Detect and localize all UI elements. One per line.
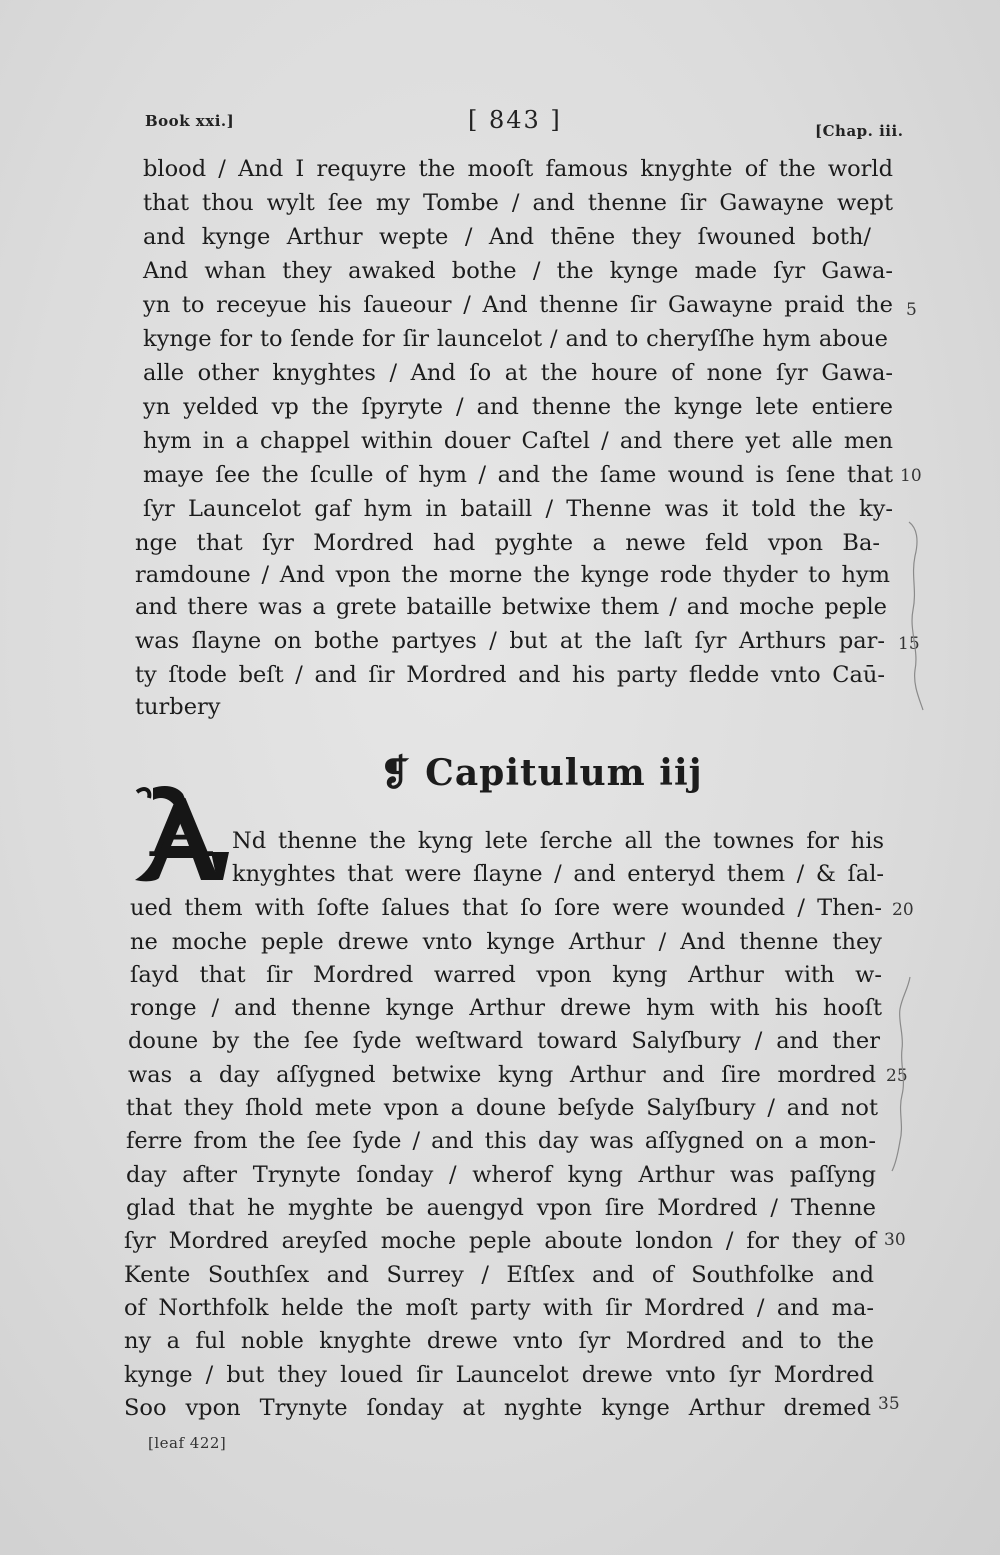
line-number: 15: [898, 634, 920, 654]
line-number: 35: [878, 1394, 900, 1414]
text-line: and there was a grete bataille betwixe them / and moche peple: [135, 594, 887, 620]
text-line: hym in a chappel within douer Caſtel / and there yet alle men: [143, 428, 893, 454]
running-head-book: Book xxi.]: [145, 112, 235, 130]
text-line: turbery: [135, 694, 221, 720]
line-number: 10: [900, 466, 922, 486]
text-line: And whan they awaked bothe / the kynge made ſyr Gawa-: [143, 258, 893, 284]
text-line: Nd thenne the kyng lete ſerche all the townes for his: [232, 828, 884, 854]
text-line: doune by the ſee ſyde weſtward toward Salyſbury / and ther: [128, 1028, 880, 1054]
pilcrow-mark: ❡: [380, 752, 412, 794]
text-line: ued them with ſofte ſalues that ſo ſore were wounded / Then-: [130, 895, 882, 921]
text-line: ronge / and thenne kynge Arthur drewe hym with his hooſt: [130, 995, 882, 1021]
pencil-bracket-mark: [895, 520, 935, 720]
text-line: Soo vpon Trynyte ſonday at nyghte kynge Arthur dremed: [124, 1395, 871, 1421]
line-number: 5: [906, 300, 917, 320]
drop-cap: [131, 782, 231, 886]
chapter-title: Capitulum iij: [425, 752, 703, 794]
line-number: 20: [892, 900, 914, 920]
text-line: yn to receyue his ſaueour / And thenne ſir Gawayne praid the: [143, 292, 893, 318]
text-line: Kente Southſex and Surrey / Eſtſex and of Southfolke and: [124, 1262, 874, 1288]
text-line: that they ſhold mete vpon a doune beſyde Salyſbury / and not: [126, 1095, 878, 1121]
text-line: ſyr Launcelot gaf hym in bataill / Thenne was it told the ky-: [143, 496, 893, 522]
text-line: that thou wylt ſee my Tombe / and thenne ſir Gawayne wept: [143, 190, 893, 216]
text-line: maye ſee the ſculle of hym / and the ſame wound is ſene that: [143, 462, 893, 488]
text-line: blood / And I requyre the mooſt famous knyghte of the world: [143, 156, 893, 182]
text-line: of Northfolk helde the moſt party with ſir Mordred / and ma-: [124, 1295, 874, 1321]
text-line: glad that he myghte be auengyd vpon ſire Mordred / Thenne: [126, 1195, 876, 1221]
page-number: [ 843 ]: [468, 106, 562, 134]
line-number: 25: [886, 1066, 908, 1086]
text-line: nge that ſyr Mordred had pyghte a newe feld vpon Ba-: [135, 530, 880, 556]
drop-cap-letter: A: [149, 782, 213, 875]
text-line: ſyr Mordred areyſed moche peple aboute london / for they of: [124, 1228, 876, 1254]
text-line: ſayd that ſir Mordred warred vpon kyng Arthur with w-: [130, 962, 882, 988]
text-line: day after Trynyte ſonday / wherof kyng Arthur was paſſyng: [126, 1162, 876, 1188]
text-line: knyghtes that were ſlayne / and enteryd them / & ſal-: [232, 861, 884, 887]
leaf-signature: [leaf 422]: [148, 1434, 227, 1452]
text-line: ne moche peple drewe vnto kynge Arthur / And thenne they: [130, 929, 882, 955]
chapter-heading: [380, 752, 703, 794]
text-line: kynge for to ſende for ſir launcelot / and to cheryſſhe hym aboue: [143, 326, 888, 352]
line-number: 30: [884, 1230, 906, 1250]
text-line: ferre from the ſee ſyde / and this day was aſſygned on a mon-: [126, 1128, 876, 1154]
text-line: yn yelded vp the ſpyryte / and thenne the kynge lete entiere: [143, 394, 893, 420]
text-line: kynge / but they loued ſir Launcelot drewe vnto ſyr Mordred: [124, 1362, 874, 1388]
text-line: ty ſtode beſt / and ſir Mordred and his party fledde vnto Caū-: [135, 662, 885, 688]
running-head-chapter: [Chap. iii.: [815, 122, 904, 140]
drop-cap-ornament: [131, 782, 231, 886]
text-line: ny a ful noble knyghte drewe vnto ſyr Mordred and to the: [124, 1328, 874, 1354]
text-line: alle other knyghtes / And ſo at the houre of none ſyr Gawa-: [143, 360, 893, 386]
text-line: ramdoune / And vpon the morne the kynge rode thyder to hym: [135, 562, 890, 588]
text-line: was a day aſſygned betwixe kyng Arthur and ſire mordred: [128, 1062, 876, 1088]
text-line: was ſlayne on bothe partyes / but at the laſt ſyr Arthurs par-: [135, 628, 885, 654]
text-line: and kynge Arthur wepte / And thēne they ſwouned both/: [143, 224, 871, 250]
pencil-bracket-mark: [888, 975, 918, 1175]
